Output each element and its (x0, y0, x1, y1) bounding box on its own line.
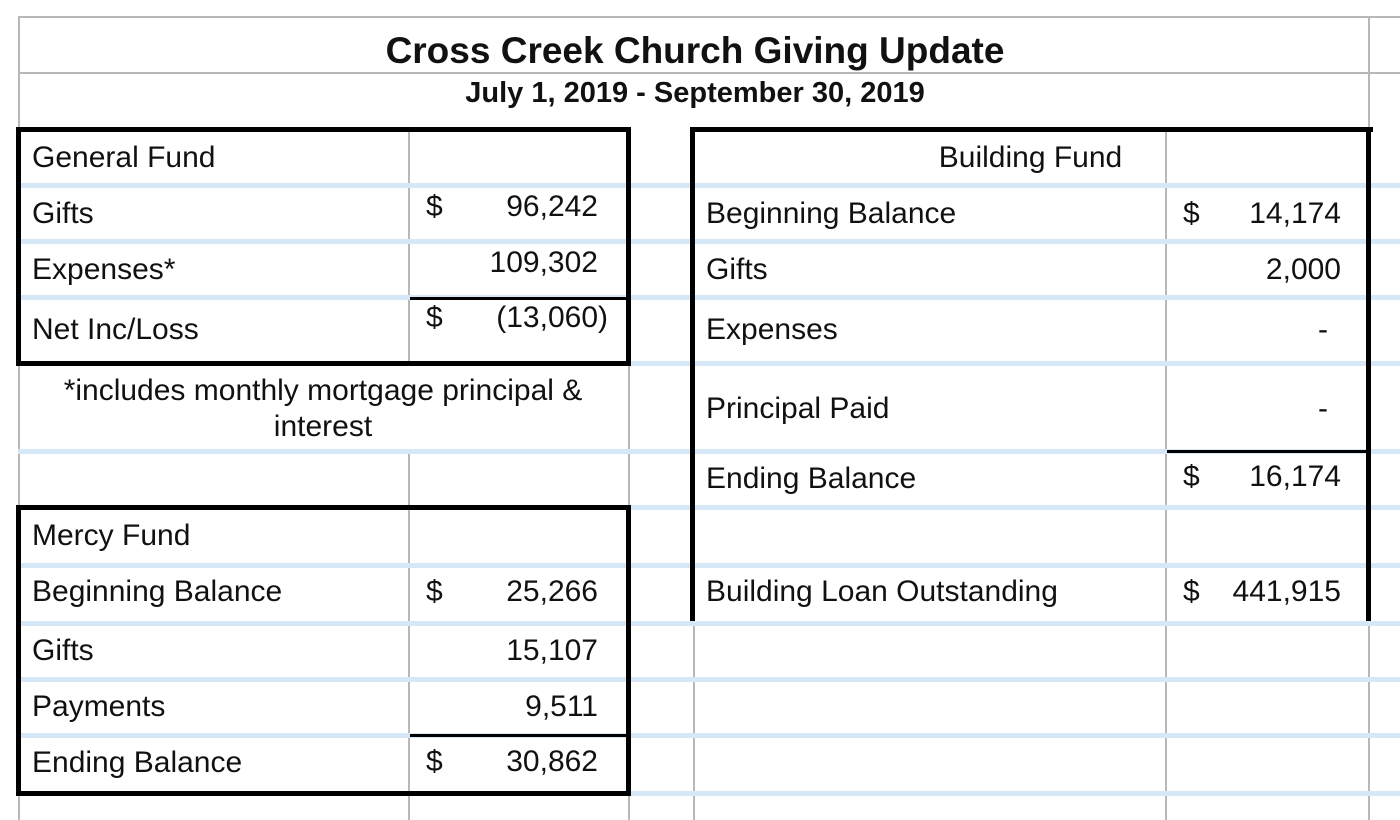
general-gifts-currency: $ (426, 190, 443, 223)
building-ending-currency: $ (1183, 460, 1200, 493)
general-net-label: Net Inc/Loss (32, 313, 199, 346)
general-expenses-label: Expenses* (32, 253, 176, 286)
building-expenses-label: Expenses (706, 313, 838, 346)
building-loan-value: 441,915 (1232, 575, 1341, 608)
mercy-beginning-label: Beginning Balance (32, 575, 283, 608)
building-ending-value: 16,174 (1249, 460, 1341, 493)
mercy-ending-value: 30,862 (506, 745, 598, 778)
mercy-fund-heading: Mercy Fund (32, 519, 191, 552)
building-ending-overline (1167, 450, 1366, 453)
building-gifts-value: 2,000 (1265, 253, 1341, 286)
building-fund-heading: Building Fund (938, 141, 1123, 174)
building-beginning-currency: $ (1183, 197, 1200, 230)
building-fund-top-border (690, 127, 1373, 132)
building-gifts-label: Gifts (706, 253, 768, 286)
general-expenses-value: 109,302 (489, 246, 598, 279)
building-fund-left-border (690, 127, 695, 621)
building-beginning-value: 14,174 (1249, 197, 1341, 230)
mercy-gifts-value: 15,107 (506, 634, 598, 667)
page-subtitle: July 1, 2019 - September 30, 2019 (465, 77, 925, 109)
gridline-vertical (1165, 130, 1167, 820)
mercy-ending-label: Ending Balance (32, 746, 243, 779)
mercy-beginning-currency: $ (426, 575, 443, 608)
general-net-value: (13,060) (496, 301, 608, 334)
general-fund-heading: General Fund (32, 141, 216, 174)
building-principal-label: Principal Paid (706, 392, 890, 425)
building-principal-value: - (1318, 392, 1328, 425)
mercy-beginning-value: 25,266 (506, 575, 598, 608)
mercy-payments-value: 9,511 (525, 690, 598, 723)
footnote-line2: interest (273, 410, 373, 443)
building-fund-right-border (1366, 127, 1371, 621)
building-beginning-label: Beginning Balance (706, 197, 957, 230)
building-ending-label: Ending Balance (706, 462, 917, 495)
page-title: Cross Creek Church Giving Update (385, 30, 1005, 71)
mercy-payments-label: Payments (32, 690, 166, 723)
general-gifts-label: Gifts (32, 197, 94, 230)
general-gifts-value: 96,242 (506, 190, 598, 223)
building-loan-currency: $ (1183, 575, 1200, 608)
mercy-ending-underline (410, 734, 626, 737)
general-net-currency: $ (426, 301, 443, 334)
building-loan-label: Building Loan Outstanding (706, 575, 1058, 608)
footnote-line1: *includes monthly mortgage principal & (63, 374, 583, 407)
mercy-gifts-label: Gifts (32, 634, 94, 667)
mercy-ending-currency: $ (426, 745, 443, 778)
building-expenses-value: - (1318, 313, 1328, 346)
